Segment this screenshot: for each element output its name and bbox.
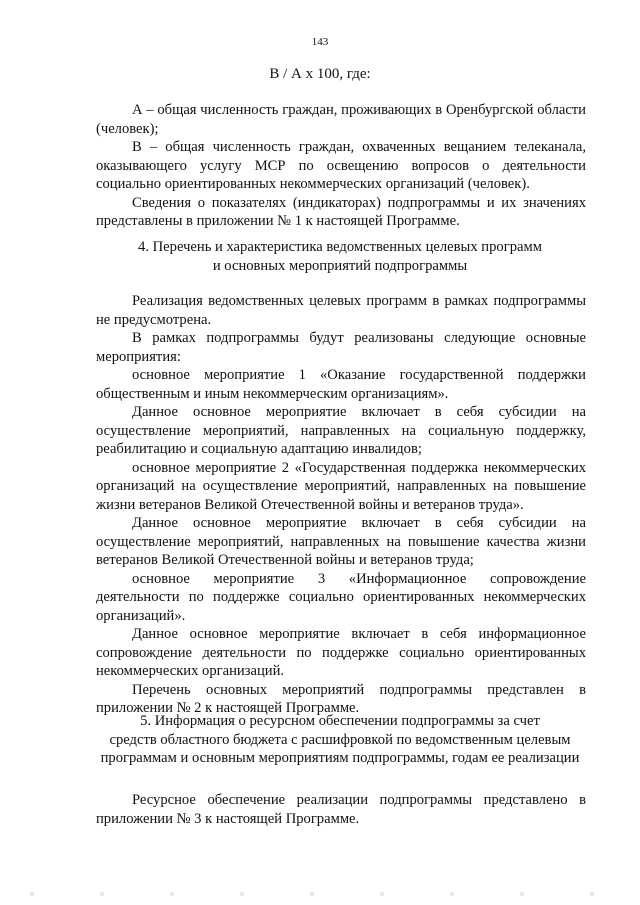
formula-line: В / А х 100, где: — [269, 66, 371, 82]
paragraph: Ресурсное обеспечение реализации подпрограммы представлено в приложении № 3 к настоящей Программе. — [96, 792, 586, 827]
page-number: 143 — [311, 36, 329, 48]
paragraph: Реализация ведомственных целевых программ в рамках подпрограммы не предусмотрена. — [96, 293, 586, 328]
scan-artifact — [0, 892, 640, 896]
section-4-heading — [0, 238, 640, 275]
paragraph: Перечень основных мероприятий подпрограммы представлен в приложении № 2 к настоящей Программе. — [96, 681, 586, 716]
paragraph: основное мероприятие 2 «Государственная поддержка некоммерческих организаций на осуществление мероприятий, направленных на повышение жизни ветеранов Великой Отечественной войны и ветеранов труда». — [96, 459, 586, 513]
section-4-body — [96, 292, 586, 718]
paragraph: Данное основное мероприятие включает в себя информационное сопровождение деятельности по поддержке социально ориентированных некоммерческих организаций. — [96, 626, 586, 679]
heading-line: программам и основным мероприятиям подпрограммы, годам ее реализации — [100, 750, 580, 766]
paragraph: Сведения о показателях (индикаторах) подпрограммы и их значениях представлены в приложении № 1 к настоящей Программе. — [96, 194, 586, 229]
heading-line: 5. Информация о ресурсном обеспечении подпрограммы за счет — [140, 713, 540, 729]
paragraph: В – общая численность граждан, охваченных вещанием телеканала, оказывающего услугу МСР по освещению вопросов о деятельности социально ориентированных некоммерческих организаций (человек). — [96, 139, 586, 192]
paragraph: В рамках подпрограммы будут реализованы следующие основные мероприятия: — [96, 330, 586, 365]
heading-line: 4. Перечень и характеристика ведомственных целевых программ — [138, 239, 542, 255]
paragraph: основное мероприятие 3 «Информационное сопровождение деятельности по поддержке социально ориентированных некоммерческих организаций». — [96, 570, 586, 624]
section-5-heading — [0, 712, 640, 768]
definitions-block — [96, 101, 586, 231]
paragraph: Данное основное мероприятие включает в себя субсидии на осуществление мероприятий, направленных на социальную поддержку, реабилитацию и социальную адаптацию инвалидов; — [96, 404, 586, 457]
section-5-body — [96, 791, 586, 828]
paragraph: А – общая численность граждан, проживающих в Оренбургской области (человек); — [96, 102, 586, 137]
paragraph: Данное основное мероприятие включает в себя субсидии на осуществление мероприятий, направленных на повышение качества жизни ветеранов Великой Отечественной войны и ветеранов труда; — [96, 515, 586, 568]
heading-line: средств областного бюджета с расшифровкой по ведомственным целевым — [109, 731, 571, 748]
heading-line: и основных мероприятий подпрограммы — [212, 257, 468, 274]
paragraph: основное мероприятие 1 «Оказание государственной поддержки общественным и иным некоммерческим организациям». — [96, 367, 586, 402]
